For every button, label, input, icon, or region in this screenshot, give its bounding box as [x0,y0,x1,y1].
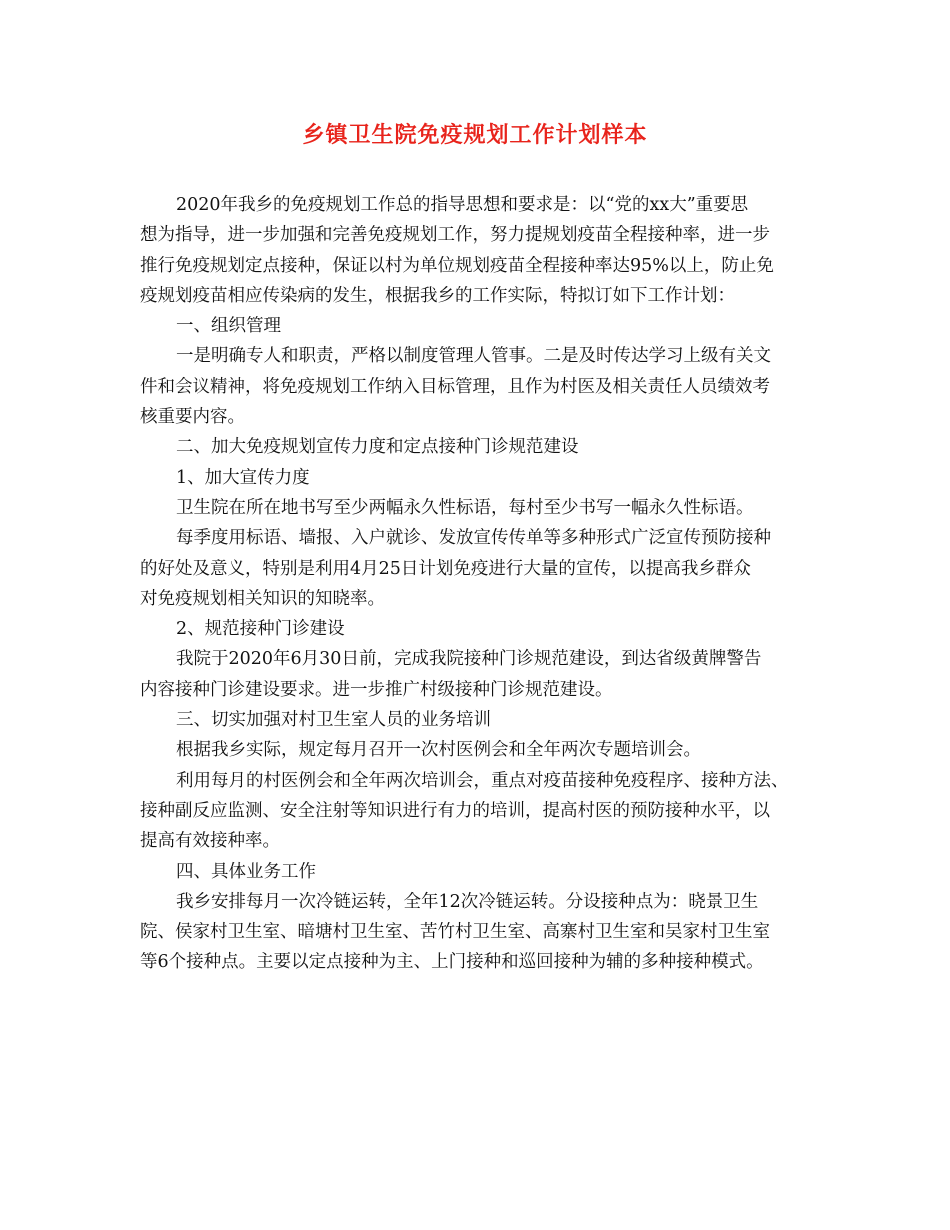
text-line: 的好处及意义，特别是利用4月25日计划免疫进行大量的宣传，以提高我乡群众 [140,558,751,579]
text-line: 二、加大免疫规划宣传力度和定点接种门诊规范建设 [176,437,579,458]
text-line: 卫生院在所在地书写至少两幅永久性标语，每村至少书写一幅永久性标语。 [176,497,754,518]
text-line: 一、组织管理 [176,316,281,337]
text-line: 利用每月的村医例会和全年两次培训会，重点对疫苗接种免疫程序、接种方法、 [176,770,789,791]
text-line: 推行免疫规划定点接种，保证以村为单位规划疫苗全程接种率达95%以上，防止免 [140,255,774,276]
text-line: 四、具体业务工作 [176,861,316,882]
text-line: 接种副反应监测、安全注射等知识进行有力的培训，提高村医的预防接种水平，以 [140,800,770,821]
text-line: 2、规范接种门诊建设 [176,619,345,640]
text-line: 我院于2020年6月30日前，完成我院接种门诊规范建设，到达省级黄牌警告 [176,649,762,670]
text-line: 想为指导，进一步加强和完善免疫规划工作，努力提规划疫苗全程接种率，进一步 [140,225,770,246]
text-line: 对免疫规划相关知识的知晓率。 [140,588,385,609]
text-line: 提高有效接种率。 [140,831,280,852]
text-line: 2020年我乡的免疫规划工作总的指导思想和要求是：以“党的xx大”重要思 [176,195,749,215]
text-line: 根据我乡实际，规定每月召开一次村医例会和全年两次专题培训会。 [176,740,701,761]
text-line: 我乡安排每月一次冷链运转，全年12次冷链运转。分设接种点为：晓景卫生 [176,891,759,912]
text-line: 内容接种门诊建设要求。进一步推广村级接种门诊规范建设。 [140,679,613,700]
text-line: 疫规划疫苗相应传染病的发生，根据我乡的工作实际，特拟订如下工作计划： [140,285,735,306]
text-line: 核重要内容。 [140,407,245,428]
text-line: 一是明确专人和职责，严格以制度管理人管事。二是及时传达学习上级有关文 [176,346,771,367]
text-line: 三、切实加强对村卫生室人员的业务培训 [176,710,491,731]
text-line: 等6个接种点。主要以定点接种为主、上门接种和巡回接种为辅的多种接种模式。 [140,952,764,973]
document-body [140,190,812,978]
document-title: 乡镇卫生院免疫规划工作计划样本 [302,122,648,148]
text-line: 院、侯家村卫生室、暗塘村卫生室、苦竹村卫生室、高寨村卫生室和吴家村卫生室 [140,922,770,943]
text-line: 件和会议精神，将免疫规划工作纳入目标管理，且作为村医及相关责任人员绩效考 [140,376,770,397]
text-line: 每季度用标语、墙报、入户就诊、发放宣传传单等多种形式广泛宣传预防接种 [176,528,771,549]
text-line: 1、加大宣传力度 [176,467,310,488]
